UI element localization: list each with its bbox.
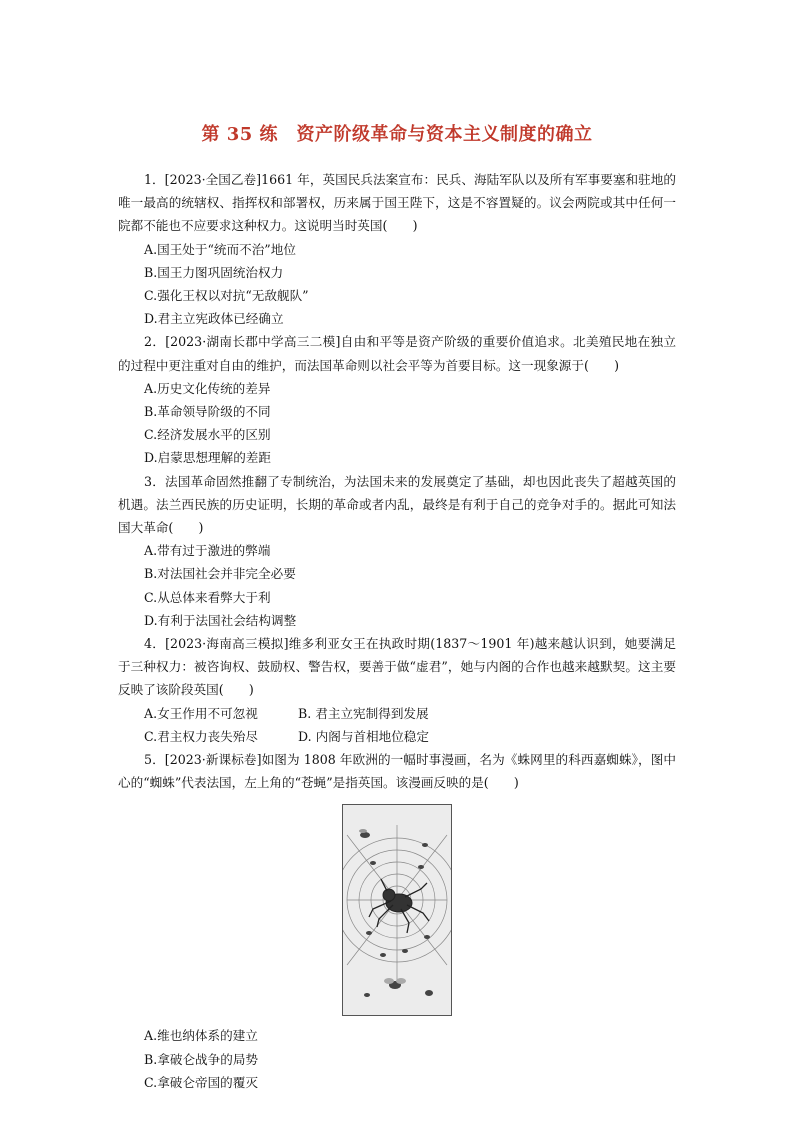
question-list (118, 168, 676, 1094)
option-a: A.带有过于激进的弊端 (144, 543, 271, 559)
option-a: A.国王处于“统而不治”地位 (144, 241, 296, 257)
option-d: D.有利于法国社会结构调整 (144, 612, 297, 628)
question-1 (118, 168, 676, 330)
question-4 (118, 632, 676, 748)
question-stem: 2．[2023·湖南长郡中学高三二模]自由和平等是资产阶级的重要价值追求。北美殖民地在独立的过程中更注重对自由的维护，而法国革命则以社会平等为首要目标。这一现象源于( ) (118, 334, 676, 373)
option-b: B. 君主立宪制得到发展 (298, 705, 429, 721)
option-a: A.女王作用不可忽视 (144, 705, 258, 721)
page-title: 第 35 练 资产阶级革命与资本主义制度的确立 (201, 124, 593, 145)
question-3 (118, 470, 676, 632)
option-row (118, 702, 676, 725)
question-stem: 4．[2023·海南高三模拟]维多利亚女王在执政时期(1837～1901 年)越来越认识到，她要满足于三种权力：被咨询权、鼓励权、警告权，要善于做“虚君”，她与内阁的合作也越来越默契。这主要反映了该阶段英国( ) (118, 636, 676, 698)
spider-web-drawing (343, 805, 451, 1015)
option-b: B.革命领导阶级的不同 (144, 404, 271, 420)
option-c: C.强化王权以对抗“无敌舰队” (144, 288, 309, 304)
question-stem: 1．[2023·全国乙卷]1661 年，英国民兵法案宣布：民兵、海陆军队以及所有军事要塞和驻地的唯一最高的统辖权、指挥权和部署权，历来属于国王陛下，这是不容置疑的。议会两院或其中任何一院都不能也不应要求这种权力。这说明当时英国( ) (118, 172, 676, 234)
option-c: C.拿破仑帝国的覆灭 (144, 1074, 258, 1090)
question-stem: 3．法国革命固然推翻了专制统治，为法国未来的发展奠定了基础，却也因此丧失了超越英国的机遇。法兰西民族的历史证明，长期的革命或者内乱，最终是有利于自己的竞争对手的。据此可知法国大革命( ) (118, 473, 676, 536)
option-b: B.对法国社会并非完全必要 (144, 566, 296, 582)
option-b: B.国王力图巩固统治权力 (144, 264, 284, 280)
option-a: A.历史文化传统的差异 (144, 380, 271, 396)
option-a: A.维也纳体系的建立 (144, 1028, 258, 1044)
option-d: D.启蒙思想理解的差距 (144, 450, 271, 466)
spider-web-cartoon-image (342, 804, 452, 1016)
option-row (118, 725, 676, 748)
option-c: C.从总体来看弊大于利 (144, 589, 271, 605)
question-5 (118, 748, 676, 1094)
option-d: D.君主立宪政体已经确立 (144, 311, 284, 327)
cartoon-figure (118, 804, 676, 1016)
option-b: B.拿破仑战争的局势 (144, 1051, 259, 1067)
option-d: D. 内阁与首相地位稳定 (298, 728, 429, 744)
option-c: C.经济发展水平的区别 (144, 427, 271, 443)
question-stem: 5．[2023·新课标卷]如图为 1808 年欧洲的一幅时事漫画，名为《蛛网里的科西嘉蜘蛛》，图中心的“蜘蛛”代表法国，左上角的“苍蝇”是指英国。该漫画反映的是( ) (118, 752, 676, 791)
question-2 (118, 330, 676, 469)
option-c: C.君主权力丧失殆尽 (144, 728, 258, 744)
